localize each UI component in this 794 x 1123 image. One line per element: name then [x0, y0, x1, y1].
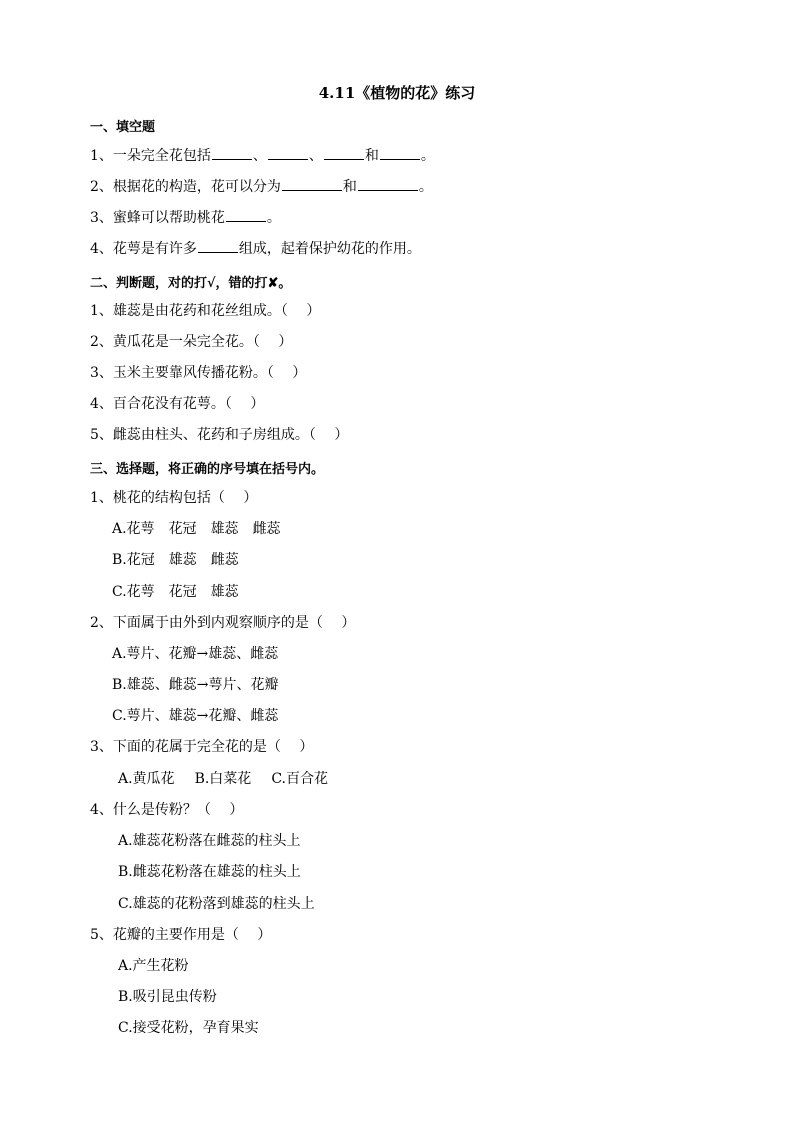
- choice-q2-option-c: C.萼片、雄蕊→花瓣、雌蕊: [112, 708, 279, 724]
- option-text: 雄蕊: [168, 552, 197, 568]
- fill-q2-end: 。: [418, 179, 433, 195]
- page-title: 4.11《植物的花》练习: [318, 84, 476, 102]
- fill-q1-end: 。: [420, 148, 435, 164]
- fill-question-1: [90, 146, 435, 165]
- answer-blank[interactable]: [212, 146, 252, 160]
- fill-q2-text: 2、根据花的构造，花可以分为: [90, 179, 281, 195]
- choice-question-5: 5、花瓣的主要作用是（ ）: [90, 927, 272, 943]
- fill-question-3: [90, 208, 281, 227]
- judge-question-5: 5、雌蕊由柱头、花药和子房组成。（ ）: [90, 427, 349, 443]
- fill-q3-end: 。: [266, 210, 281, 226]
- choice-q1-option-a: [112, 520, 281, 538]
- choice-q4-option-c: C.雄蕊的花粉落到雄蕊的柱头上: [118, 896, 315, 912]
- section-true-false-heading: 二、判断题，对的打√，错的打✘。: [90, 276, 292, 291]
- answer-blank[interactable]: [282, 177, 342, 191]
- choice-question-3: 3、下面的花属于完全花的是（ ）: [90, 739, 314, 755]
- choice-q4-option-b: B.雌蕊花粉落在雄蕊的柱头上: [118, 864, 301, 880]
- fill-q1-text: 1、一朵完全花包括: [90, 148, 211, 164]
- option-text: 雌蕊: [210, 552, 239, 568]
- fill-q1-sep1: 、: [252, 148, 267, 164]
- answer-blank[interactable]: [226, 208, 266, 222]
- section-fill-blank-heading: 一、填空题: [90, 120, 156, 135]
- fill-q4-end: 组成，起着保护幼花的作用。: [238, 241, 421, 257]
- fill-question-4: [90, 239, 421, 258]
- option-text: 雄蕊: [210, 584, 239, 600]
- option-text: 雌蕊: [252, 521, 281, 537]
- choice-q2-option-b: B.雄蕊、雌蕊→萼片、花瓣: [112, 677, 279, 693]
- judge-question-1: 1、雄蕊是由花药和花丝组成。（ ）: [90, 303, 321, 319]
- judge-question-4: 4、百合花没有花萼。（ ）: [90, 396, 265, 412]
- answer-blank[interactable]: [358, 177, 418, 191]
- fill-question-2: [90, 177, 433, 196]
- choice-q5-option-b: B.吸引昆虫传粉: [118, 989, 217, 1005]
- option-text: B.花冠: [112, 552, 155, 568]
- choice-question-4: 4、什么是传粉？（ ）: [90, 802, 244, 818]
- option-text: 雄蕊: [210, 521, 239, 537]
- option-text: A.花萼: [112, 521, 155, 537]
- judge-question-2: 2、黄瓜花是一朵完全花。（ ）: [90, 334, 293, 350]
- answer-blank[interactable]: [380, 146, 420, 160]
- option-text: C.花萼: [112, 584, 155, 600]
- choice-question-2: 2、下面属于由外到内观察顺序的是（ ）: [90, 615, 356, 631]
- answer-blank[interactable]: [198, 239, 238, 253]
- choice-q3-option-b: B.白菜花: [194, 771, 252, 787]
- choice-q5-option-c: C.接受花粉，孕育果实: [118, 1020, 259, 1036]
- fill-q3-text: 3、蜜蜂可以帮助桃花: [90, 210, 225, 226]
- choice-q3-option-c: C.百合花: [271, 771, 328, 787]
- judge-question-3: 3、玉米主要靠风传播花粉。（ ）: [90, 365, 307, 381]
- choice-q3-option-a: A.黄瓜花: [118, 771, 175, 787]
- answer-blank[interactable]: [324, 146, 364, 160]
- fill-q4-text: 4、花萼是有许多: [90, 241, 197, 257]
- option-text: 花冠: [168, 521, 197, 537]
- fill-q2-and: 和: [342, 179, 357, 195]
- answer-blank[interactable]: [268, 146, 308, 160]
- choice-q5-option-a: A.产生花粉: [118, 958, 189, 974]
- choice-question-1: 1、桃花的结构包括（ ）: [90, 490, 258, 506]
- fill-q1-and: 和: [364, 148, 379, 164]
- choice-q1-option-c: [112, 583, 239, 601]
- option-text: 花冠: [168, 584, 197, 600]
- section-choice-heading: 三、选择题，将正确的序号填在括号内。: [90, 462, 325, 477]
- fill-q1-sep2: 、: [308, 148, 323, 164]
- choice-q4-option-a: A.雄蕊花粉落在雌蕊的柱头上: [118, 833, 301, 849]
- choice-q2-option-a: A.萼片、花瓣→雄蕊、雌蕊: [112, 646, 279, 662]
- choice-q1-option-b: [112, 551, 239, 569]
- choice-q3-options: [118, 770, 328, 788]
